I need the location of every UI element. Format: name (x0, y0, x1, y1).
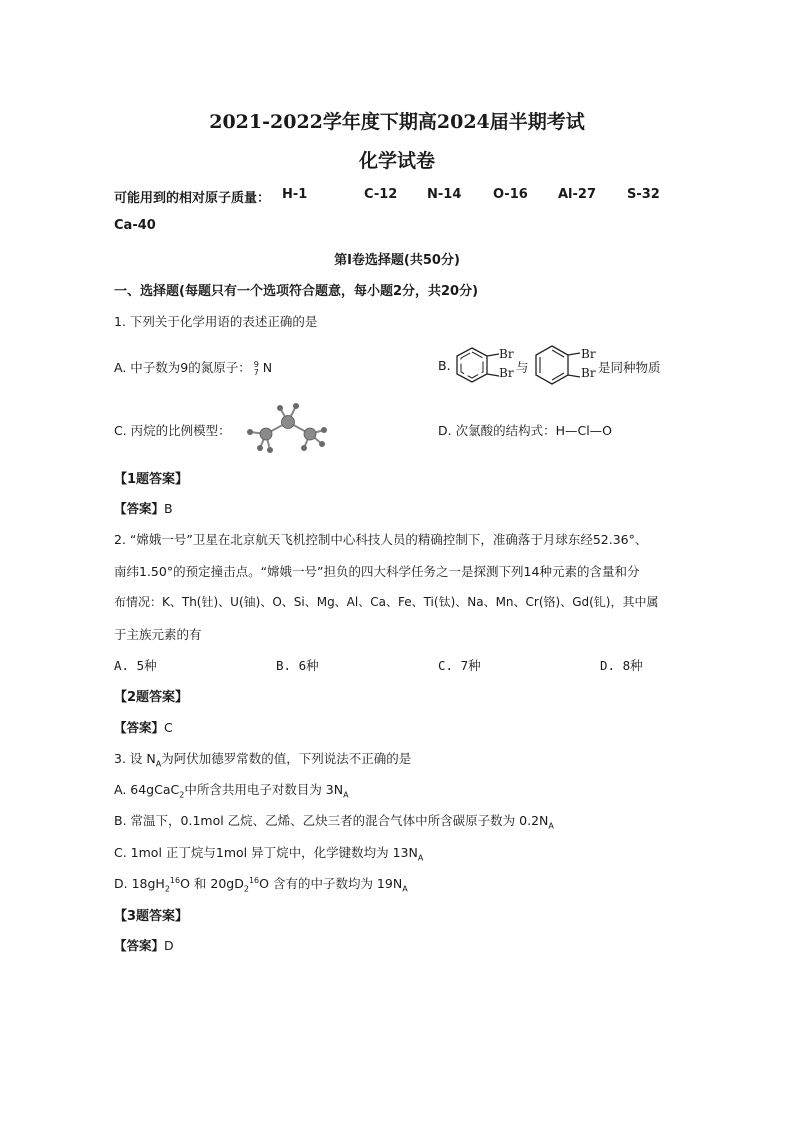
atomic-mass-n: N-14 (427, 187, 462, 202)
exam-subtitle: 化学试卷 (358, 150, 435, 172)
q3-option-d: D. $18gH_2^{16}O$ 和 $20gD_2^{16}O$ 含有的中子数均为 $19N_A$ (114, 875, 408, 894)
q2-line-1: 2. “嫦娥一号”卫星在北京航天飞机控制中心科技人员的精确控制下，准确落于月球东经52.36°、 (114, 532, 648, 547)
atomic-number: 7 (253, 367, 259, 377)
q2-answer-tag: 【2题答案】 (114, 690, 189, 705)
answer-value: D (164, 938, 174, 953)
q1-option-a-text: A. 中子数为9的氮原子： (114, 360, 251, 375)
answer-value: B (164, 501, 173, 516)
answer-label: 【答案】 (114, 501, 165, 516)
q2-option-b: B. 6种 (276, 658, 319, 673)
mass-number: 9 (253, 359, 259, 369)
element-symbol: N (262, 360, 273, 375)
q3-option-b: B. 常温下，0.1mol 乙烷、乙烯、乙炔三者的混合气体中所含碳原子数为 $0.2N_A$ (114, 813, 554, 831)
q1-answer-tag: 【1题答案】 (114, 472, 189, 487)
q2-option-c: C. 7种 (438, 658, 481, 673)
atomic-mass-h: H-1 (282, 187, 308, 202)
atomic-mass-al: Al-27 (558, 187, 597, 202)
atomic-mass-ca: Ca-40 (114, 218, 156, 233)
q1-option-b-join: 与 (516, 360, 529, 375)
br-label-1b: Br (499, 366, 514, 380)
q2-line-3: 布情况：K、Th(钍)、U(铀)、O、Si、Mg、Al、Ca、Fe、Ti(钛)、Na、Mn、Cr(铬)、Gd(钆)，其中属 (114, 595, 659, 609)
atomic-mass-s: S-32 (627, 187, 660, 202)
q3-answer (114, 936, 174, 954)
atomic-mass-c: C-12 (364, 187, 398, 202)
q3-option-c: C. 1mol 正丁烷与1mol 异丁烷中，化学键数均为 $13N_A$ (114, 845, 424, 863)
answer-label: 【答案】 (114, 720, 165, 735)
answer-label: 【答案】 (114, 938, 165, 953)
propane-ball-model (240, 400, 332, 456)
part-title: 一、选择题(每题只有一个选项符合题意，每小题2分，共20分) (114, 284, 479, 299)
q1-option-b-prefix: B. (438, 358, 451, 373)
q2-option-a: A. 5种 (114, 658, 157, 673)
answer-value: C (164, 720, 173, 735)
br-label-2a: Br (581, 347, 596, 361)
q1-option-a (114, 358, 272, 376)
atomic-mass-label: 可能用到的相对原子质量： (114, 191, 271, 206)
q1-option-c: C. 丙烷的比例模型： (114, 423, 231, 438)
q1-option-d: D. 次氯酸的结构式：H—Cl—O (438, 423, 613, 438)
br-label-1a: Br (499, 347, 514, 361)
q1-stem: 1. 下列关于化学用语的表述正确的是 (114, 314, 318, 329)
q2-line-4: 于主族元素的有 (114, 627, 202, 642)
q1-option-b-suffix: 是同种物质 (598, 360, 661, 375)
q2-line-2: 南纬1.50°的预定撞击点。“嫦娥一号”担负的四大科学任务之一是探测下列14种元素的含量和分 (114, 564, 640, 579)
q2-option-d: D. 8种 (600, 658, 643, 673)
q3-stem: 3. 设 $N_A$为阿伏加德罗常数的值，下列说法不正确的是 (114, 751, 412, 769)
atomic-mass-o: O-16 (493, 187, 528, 202)
q3-option-a: A. 64gCaC$_2$中所含共用电子对数目为 $3N_A$ (114, 782, 349, 800)
q1-answer (114, 499, 173, 517)
q2-answer (114, 718, 173, 736)
br-label-2b: Br (581, 366, 596, 380)
nuclide-notation (252, 359, 262, 377)
q3-answer-tag: 【3题答案】 (114, 909, 189, 924)
section-heading: 第Ⅰ卷选择题(共50分) (334, 253, 460, 268)
exam-title: 2021-2022学年度下期高2024届半期考试 (209, 111, 585, 133)
